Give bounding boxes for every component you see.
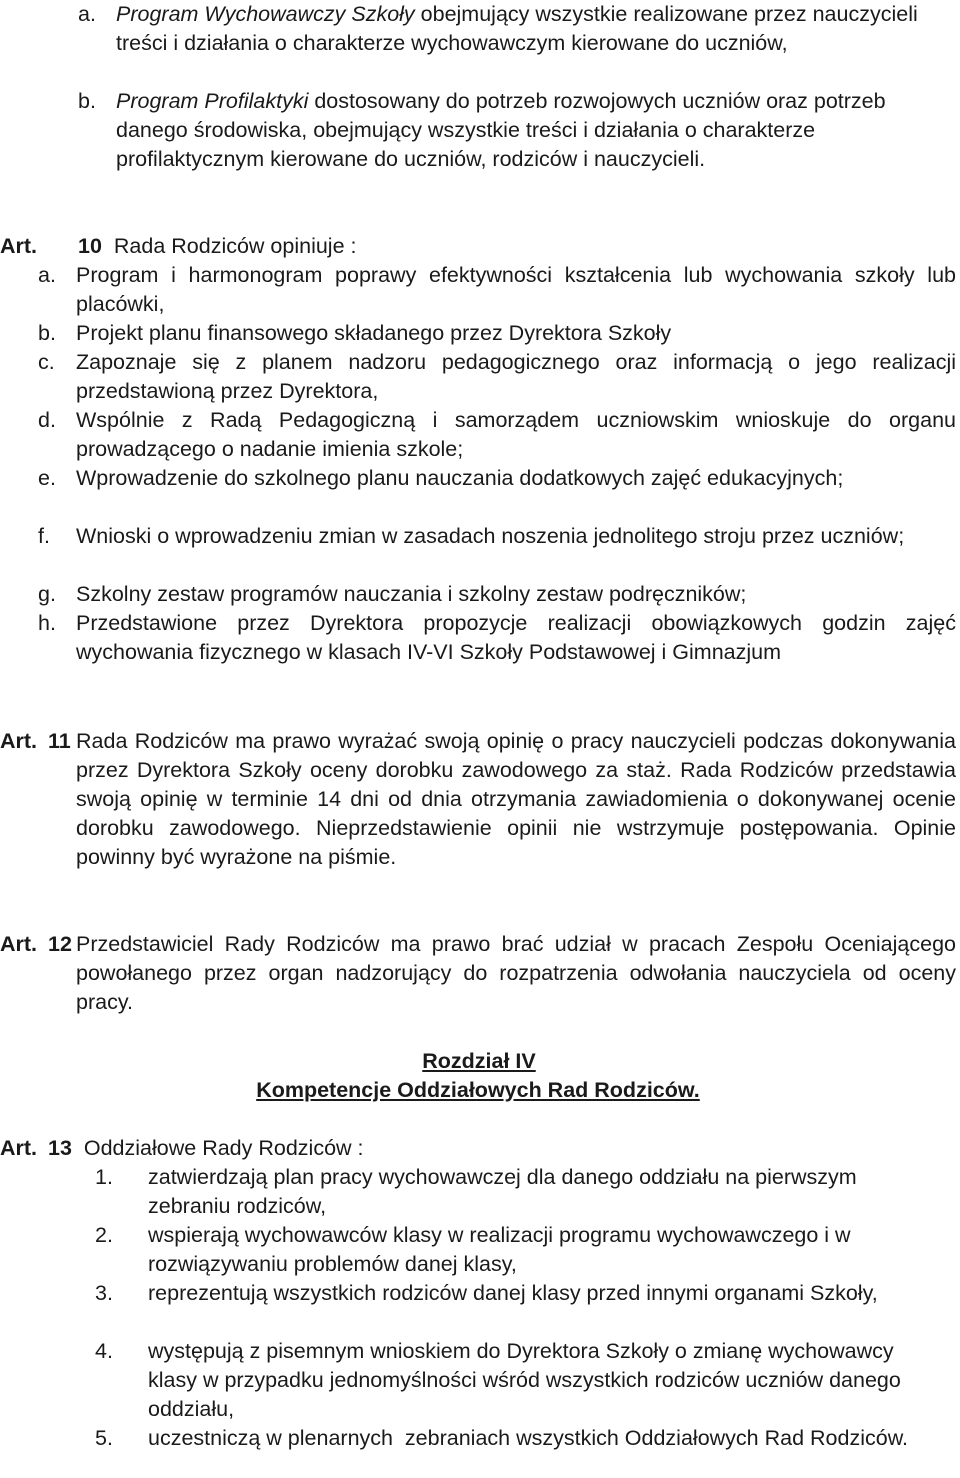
list-item: 3. reprezentują wszystkich rodziców danej klasy przed innymi organami Szkoły, [95, 1281, 878, 1305]
list-item: e. Wprowadzenie do szkolnego planu nauczania dodatkowych zajęć edukacyjnych; [38, 466, 844, 490]
art-label: Art. [0, 234, 38, 258]
article-text: Przedstawiciel Rady Rodziców ma prawo brać udział w pracach Zespołu Oceniającego powołanego przez organ nadzorujący do rozpatrzenia odwołania nauczyciela od oceny pracy. [76, 932, 956, 1014]
art-number: 12 [48, 932, 72, 956]
list-item: 2. wspierają wychowawców klasy w realizacji programu wychowawczego i w rozwiązywaniu problemów danej klasy, [95, 1223, 851, 1276]
item-label: b. [78, 89, 96, 113]
intro-item-a [78, 0, 940, 58]
art-number: 10 [78, 234, 102, 258]
list-item: h. Przedstawione przez Dyrektora propozycje realizacji obowiązkowych godzin zajęć wychowania fizycznego w klasach IV-VI Szkoły Podstawowej i Gimnazjum [38, 611, 956, 664]
program-title: Program Wychowawczy Szkoły [116, 2, 415, 26]
article-12 [0, 930, 956, 1017]
article-text: Rada Rodziców ma prawo wyrażać swoją opinię o pracy nauczycieli podczas dokonywania przez Dyrektora Szkoły oceny dorobku zawodowego za staż. Rada Rodziców przedstawia swoją opinię w terminie 14 dni od dnia otrzymania zawiadomienia o dokonywanej ocenie dorobku zawodowego. Nieprzedstawienie opinii nie wstrzymuje postępowania. Opinie powinny być wyrażone na piśmie. [76, 729, 956, 869]
list-item: a. Program i harmonogram poprawy efektywności kształcenia lub wychowania szkoły lub placówki, [38, 263, 956, 316]
art-number: 11 [48, 729, 71, 753]
intro-item-b [78, 87, 920, 174]
list-item: 4. występują z pisemnym wnioskiem do Dyrektora Szkoły o zmianę wychowawcy klasy w przypadku jednomyślności wśród wszystkich rodziców uczniów danego oddziału, [95, 1339, 901, 1421]
art-heading: Rada Rodziców opiniuje : [113, 234, 357, 258]
list-item: g. Szkolny zestaw programów nauczania i szkolny zestaw podręczników; [38, 582, 747, 606]
list-item: d. Wspólnie z Radą Pedagogiczną i samorządem uczniowskim wnioskuje do organu prowadzącego o nadanie imienia szkole; [38, 408, 956, 461]
list-item: 5. uczestniczą w plenarnych zebraniach wszystkich Oddziałowych Rad Rodziców. [95, 1426, 909, 1450]
article-10-heading [0, 232, 357, 261]
list-item: 1. zatwierdzają plan pracy wychowawczej dla danego oddziału na pierwszym zebraniu rodziców, [95, 1165, 857, 1218]
article-11 [0, 727, 956, 872]
art-label: Art. [0, 1136, 38, 1160]
item-label: a. [78, 2, 96, 26]
art-label: Art. [0, 932, 38, 956]
list-item: b. Projekt planu finansowego składanego przez Dyrektora Szkoły [38, 321, 672, 345]
item-text: obejmujący wszystkie realizowane przez nauczycieli treści i działania o charakterze wychowawczym kierowane do uczniów, [116, 2, 918, 55]
art-heading: Oddziałowe Rady Rodziców : [83, 1136, 364, 1160]
chapter-subtitle: Kompetencje Oddziałowych Rad Rodziców. [256, 1078, 700, 1102]
article-13-heading [0, 1134, 364, 1163]
list-item: f. Wnioski o wprowadzeniu zmian w zasadach noszenia jednolitego stroju przez uczniów; [38, 524, 905, 548]
chapter-title: Rozdział IV [422, 1049, 536, 1073]
art-number: 13 [48, 1136, 72, 1160]
item-text: dostosowany do potrzeb rozwojowych uczniów oraz potrzeb danego środowiska, obejmujący wszystkie treści i działania o charakterze profilaktycznym kierowane do uczniów, rodziców i nauczycieli. [116, 89, 886, 171]
list-item: c. Zapoznaje się z planem nadzoru pedagogicznego oraz informacją o jego realizacji przedstawioną przez Dyrektora, [38, 350, 956, 403]
program-title: Program Profilaktyki [116, 89, 309, 113]
art-label: Art. [0, 729, 38, 753]
